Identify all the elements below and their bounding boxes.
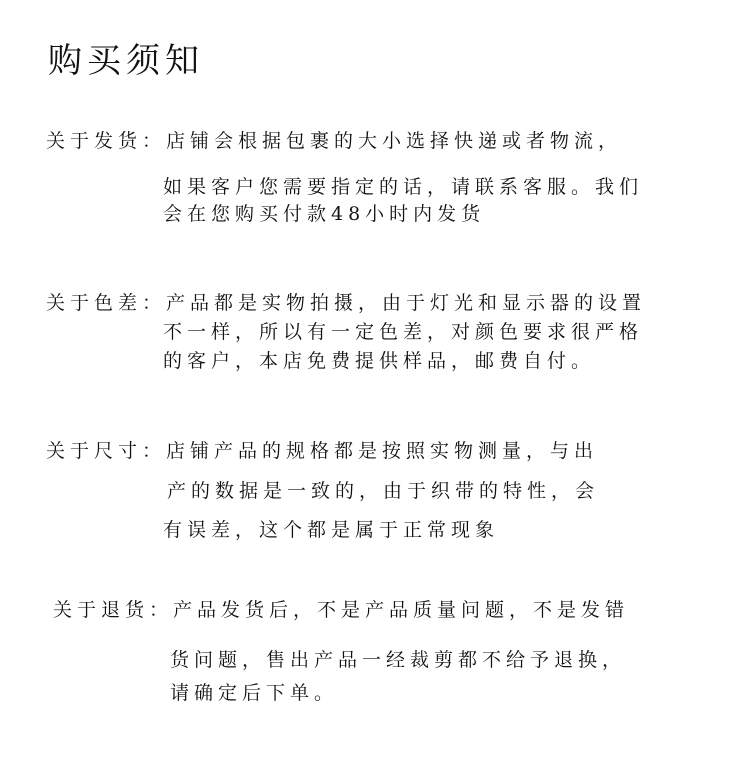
notice-line: 会在您购买付款48小时内发货 bbox=[163, 203, 486, 225]
notice-line: 关于退货：产品发货后，不是产品质量问题，不是发错 bbox=[53, 599, 630, 621]
notice-line: 关于尺寸：店铺产品的规格都是按照实物测量，与出 bbox=[46, 440, 599, 462]
notice-line: 关于发货：店铺会根据包裹的大小选择快递或者物流， bbox=[46, 130, 623, 152]
notice-line: 货问题，售出产品一经裁剪都不给予退换， bbox=[170, 649, 627, 671]
notice-line: 请确定后下单。 bbox=[170, 682, 339, 704]
notice-line: 如果客户您需要指定的话，请联系客服。我们 bbox=[163, 176, 644, 198]
page-title: 购买须知 bbox=[48, 41, 204, 81]
notice-line: 的客户，本店免费提供样品，邮费自付。 bbox=[163, 350, 596, 372]
notice-line: 产的数据是一致的，由于织带的特性，会 bbox=[167, 480, 600, 502]
notice-line: 不一样，所以有一定色差，对颜色要求很严格 bbox=[163, 321, 644, 343]
notice-line: 有误差，这个都是属于正常现象 bbox=[163, 519, 500, 541]
notice-line: 关于色差：产品都是实物拍摄，由于灯光和显示器的设置 bbox=[46, 292, 647, 314]
